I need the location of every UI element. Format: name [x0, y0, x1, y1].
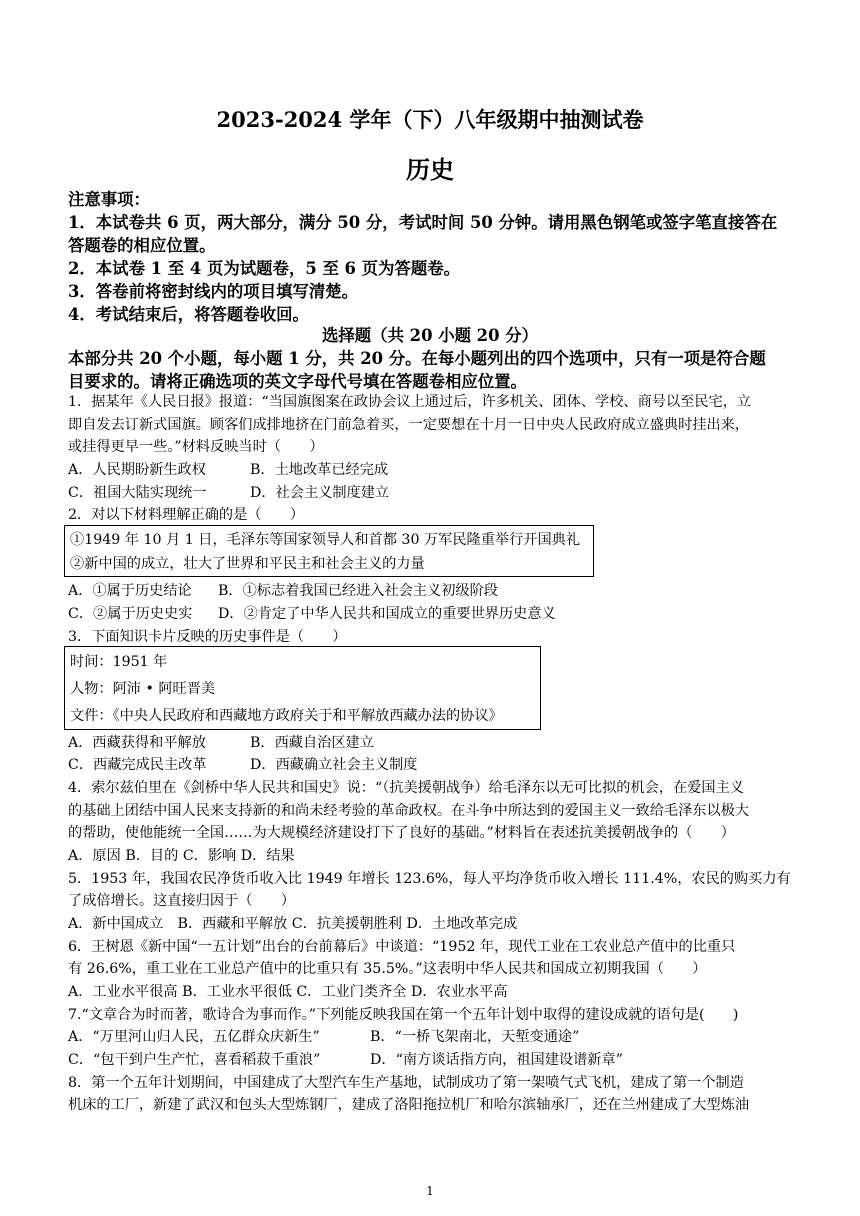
q2-option-d: D．②肯定了中华人民共和国成立的重要世界历史意义: [218, 606, 556, 622]
q1-options-row-1: [68, 459, 792, 479]
exam-title: 2023-2024 学年（下）八年级期中抽测试卷: [216, 107, 644, 132]
notice-item-1: 1．本试卷共 6 页，两大部分，满分 50 分，考试时间 50 分钟。请用黑色钢笔或签字笔直接答在: [68, 213, 778, 232]
q4-options: A．原因 B．目的 C．影响 D．结果: [68, 848, 295, 864]
notice-item-3: 3．答卷前将密封线内的项目填写清楚。: [68, 282, 359, 301]
q8-stem: 8．第一个五年计划期间，中国建成了大型汽车生产基地，试制成功了第一架喷气式飞机，建成了第一个制造: [68, 1075, 744, 1091]
q7-option-c: C．“包干到户生产忙，喜看稻菽千重浪”: [68, 1052, 321, 1068]
q1-options-row-2: [68, 482, 792, 502]
notice-heading: 注意事项：: [68, 190, 150, 209]
q1-stem-3: 或挂得更早一些。”材料反映当时（ ）: [68, 439, 324, 455]
q2-options-row-1: [68, 580, 792, 600]
q7-option-a: A．“万里河山归人民，五亿群众庆新生”: [68, 1029, 320, 1045]
q4-stem: 4．索尔兹伯里在《剑桥中华人民共和国史》说：“（抗美援朝战争）给毛泽东以无可比拟的机会，在爱国主义: [68, 780, 744, 796]
q3-options-row-1: [68, 732, 792, 752]
q3-knowledge-card: [64, 646, 541, 730]
q2-option-b: B．①标志着我国已经进入社会主义初级阶段: [218, 583, 498, 599]
q4-stem-2: 的基础上团结中国人民来支持新的和尚未经考验的革命政权。在斗争中所达到的爱国主义一致给毛泽东以极大: [68, 803, 750, 819]
q3-option-a: A．西藏获得和平解放: [68, 735, 206, 751]
q6-stem-2: 有 26.6%，重工业在工业总产值中的比重只有 35.5%。”这表明中华人民共和国成立初期我国（ ）: [68, 961, 707, 977]
section-intro-cont: 目要求的。请将正确选项的英文字母代号填在答题卷相应位置。: [68, 372, 527, 391]
q1-option-d: D．社会主义制度建立: [250, 485, 390, 501]
q3-option-c: C．西藏完成民主改革: [68, 757, 207, 773]
subject-title: 历史: [406, 155, 454, 184]
q4-stem-3: 的帮助，使他能统一全国……为大规模经济建设打下了良好的基础。”材料旨在表述抗美援朝战争的（ ）: [68, 825, 735, 841]
q8-stem-2: 机床的工厂，新建了武汉和包头大型炼钢厂，建成了洛阳拖拉机厂和哈尔滨轴承厂，还在兰州建成了大型炼油: [68, 1097, 750, 1113]
q5-stem-2: 了成倍增长。这直接归因于（ ）: [68, 893, 296, 909]
notice-item-2: 2．本试卷 1 至 4 页为试题卷，5 至 6 页为答题卷。: [68, 259, 460, 278]
q2-option-a: A．①属于历史结论: [68, 583, 192, 599]
q7-options-row-1: [68, 1026, 792, 1046]
q3-card-person: 人物：阿沛 • 阿旺晋美: [70, 681, 216, 697]
q7-option-d: D．“南方谈话指方向，祖国建设谱新章”: [370, 1052, 623, 1068]
notice-item-4: 4．考试结束后，将答题卷收回。: [68, 305, 309, 324]
q3-card-time: 时间：1951 年: [70, 654, 168, 670]
q2-option-c: C．②属于历史史实: [68, 606, 193, 622]
q1-option-b: B．土地改革已经完成: [250, 462, 389, 478]
section-heading: 选择题（共 20 小题 20 分）: [322, 326, 538, 345]
q2-options-row-2: [68, 603, 792, 623]
q3-stem: 3．下面知识卡片反映的历史事件是（ ）: [68, 629, 347, 645]
q1-option-c: C．祖国大陆实现统一: [68, 485, 207, 501]
q3-option-b: B．西藏自治区建立: [250, 735, 374, 751]
q2-material-box: [64, 525, 594, 577]
q6-options: A．工业水平很高 B．工业水平很低 C．工业门类齐全 D．农业水平高: [68, 984, 508, 1000]
page-number: 1: [426, 1184, 434, 1198]
q1-stem: 1．据某年《人民日报》报道：“当国旗图案在政协会议上通过后，许多机关、团体、学校、商号以至民宅，立: [68, 394, 752, 410]
q2-material-2: ②新中国的成立，壮大了世界和平民主和社会主义的力量: [70, 556, 425, 572]
q3-options-row-2: [68, 754, 792, 774]
q3-card-document: 文件：《中央人民政府和西藏地方政府关于和平解放西藏办法的协议》: [70, 708, 503, 724]
section-intro: 本部分共 20 个小题，每小题 1 分，共 20 分。在每小题列出的四个选项中，只有一项是符合题: [68, 349, 766, 368]
q5-options: A．新中国成立 B．西藏和平解放 C．抗美援朝胜利 D．土地改革完成: [68, 916, 518, 932]
q7-option-b: B．“一桥飞架南北，天堑变通途”: [370, 1029, 580, 1045]
q7-options-row-2: [68, 1049, 792, 1069]
q1-stem-2: 即自发去订新式国旗。顾客们成排地挤在门前急着买，一定要想在十月一日中央人民政府成立盛典时挂出来，: [68, 417, 750, 433]
q1-option-a: A．人民期盼新生政权: [68, 462, 206, 478]
notice-item-1-cont: 答题卷的相应位置。: [68, 236, 216, 255]
q6-stem: 6．王树恩《新中国“一五计划”出台的台前幕后》中谈道：“1952 年，现代工业在工农业总产值中的比重只: [68, 939, 736, 955]
q5-stem: 5．1953 年，我国农民净货币收入比 1949 年增长 123.6%，每人平均净货币收入增长 111.4%，农民的购买力有: [68, 871, 791, 887]
q2-stem: 2．对以下材料理解正确的是（ ）: [68, 507, 305, 523]
q3-option-d: D．西藏确立社会主义制度: [250, 757, 418, 773]
q7-stem: 7.“文章合为时而著，歌诗合为事而作。”下列能反映我国在第一个五年计划中取得的建设成就的语句是( ): [68, 1007, 739, 1023]
q2-material-1: ①1949 年 10 月 1 日，毛泽东等国家领导人和首都 30 万军民隆重举行开国典礼: [70, 532, 581, 548]
